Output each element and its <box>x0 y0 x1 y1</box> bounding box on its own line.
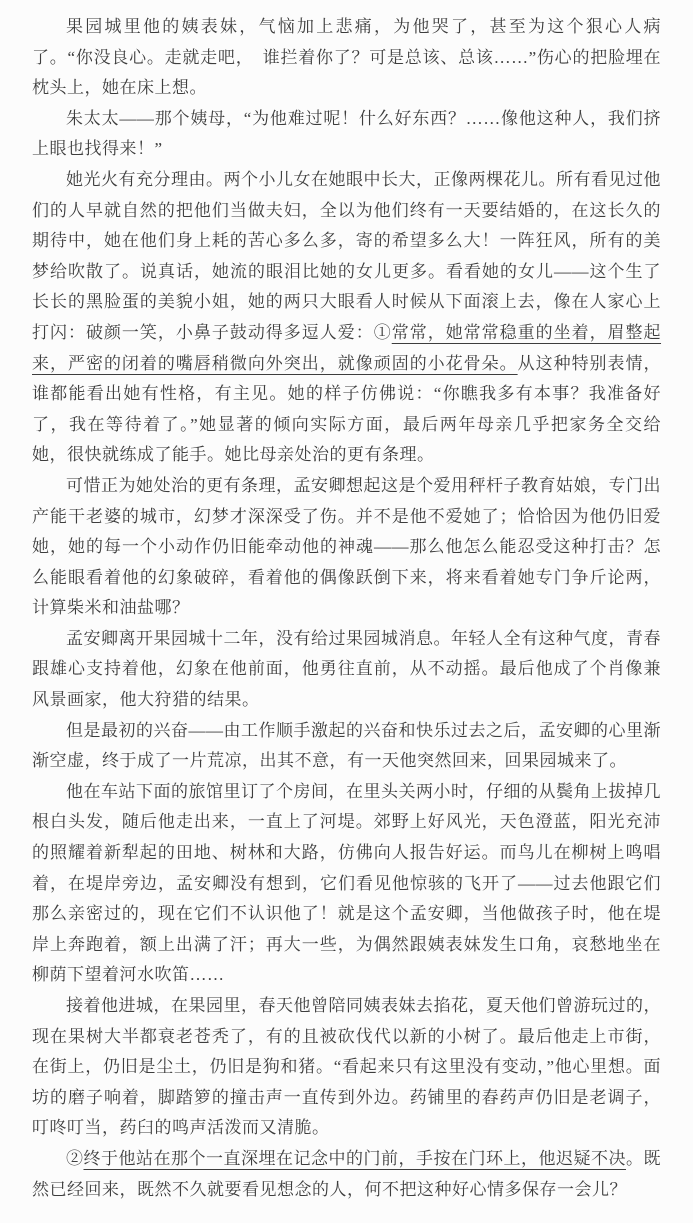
paragraph-2 <box>32 104 661 165</box>
paragraph-5-text: 孟安卿离开果园城十二年，没有给过果园城消息。年轻人全有这种气度，青春跟雄心支持着他，幻象在他前面，他勇往直前，从不动摇。最后他成了个肖像兼风景画家，他大狩猎的结果。 <box>32 628 661 710</box>
circled-number-2: ② <box>66 1148 84 1168</box>
paragraph-7-text: 他在车站下面的旅馆里订了个房间，在里头关两小时，仔细的从鬓角上拔掉几根白头发，随后他走出来，一直上了河堤。郊野上好风光，天色澄蓝，阳光充沛的照耀着新犁起的田地、树林和大路，仿佛向人报告好运。而鸟儿在柳树上鸣唱着，在堤岸旁边，孟安卿没有想到，它们看见他惊骇的飞开了——过去他跟它们那么亲密过的，现在它们不认识他了！就是这个孟安卿，当他做孩子时，他在堤岸上奔跑着，额上出满了汗；再大一些，为偶然跟姨表妹发生口角，哀愁地坐在柳荫下望着河水吹笛…… <box>32 781 661 985</box>
paragraph-8 <box>32 991 661 1144</box>
paragraph-2-text: 朱太太——那个姨母，“为他难过呢！什么好东西？……像他这种人，我们挤上眼也找得来！” <box>32 108 661 159</box>
paragraph-9-text-tail: 。既然已经回来，既然不久就要看见想念的人，何不把这种好心情多保存一会儿？ <box>32 1148 661 1199</box>
paragraph-1-text: 果园城里他的姨表妹，气恼加上悲痛，为他哭了，甚至为这个狠心人病了。“你没良心。走就走吧， 谁拦着你了？可是总该、总该……”伤心的把脸埋在枕头上，她在床上想。 <box>32 17 661 98</box>
circled-number-1: ① <box>373 322 392 342</box>
paragraph-8-text: 接着他进城，在果园里，春天他曾陪同姨表妹去掐花，夏天他们曾游玩过的，现在果树大半都衰老苍秃了，有的且被砍伐代以新的小树了。最后他走上市街，在街上，仍旧是尘土，仍旧是狗和猪。“看起来只有这里没有变动，”他心里想。面坊的磨子响着，脚踏箩的撞击声一直传到外边。药铺里的舂药声仍旧是老调子，叮咚叮当，药臼的鸣声活泼而又清脆。 <box>32 996 661 1138</box>
paragraph-3-text-tail: 从这种特别表情，谁都能看出她有性格，有主见。她的样子仿佛说：“你瞧我多有本事？我准备好了，我在等待着了。”她显著的倾向实际方面，最后两年母亲几乎把家务全交给她，很快就练成了能手。她比母亲处治的更有条理。 <box>32 353 662 465</box>
paragraph-5 <box>32 624 661 716</box>
paragraph-6 <box>32 716 661 777</box>
paragraph-6-text: 但是最初的兴奋——由工作顺手激起的兴奋和快乐过去之后，孟安卿的心里渐渐空虚，终于成了一片荒凉，出其不意，有一天他突然回来，回果园城来了。 <box>32 720 661 771</box>
paragraph-4 <box>32 471 661 624</box>
paragraph-3 <box>32 165 661 471</box>
paragraph-1 <box>32 12 661 104</box>
paragraph-9 <box>32 1144 661 1205</box>
paragraph-4-text: 可惜正为她处治的更有条理，孟安卿想起这是个爱用秤杆子教育姑娘，专门出产能干老婆的城市，幻梦才深深受了伤。并不是他不爱她了；恰恰因为他仍旧爱她，她的每一个小动作仍旧能牵动他的神魂——那么他怎么能忍受这种打击？怎么能眼看着他的幻象破碎，看着他的偶像跃倒下来，将来看着她专门争斤论两，计算柴米和油盐哪？ <box>32 475 661 618</box>
paragraph-7 <box>32 777 661 991</box>
underlined-sentence-1: 常常，她常常稳重的坐着，眉整起来，严密的闭着的嘴唇稍微向外突出，就像顽固的小花骨朵。 <box>32 322 662 373</box>
paragraph-3-text-lead: 她光火有充分理由。两个小儿女在她眼中长大，正像两棵花儿。所有看见过他们的人早就自然的把他们当做夫妇，全以为他们终有一天要结婚的，在这长久的期待中，她在他们身上耗的苦心多么多，寄的希望多么大！一阵狂风，所有的美梦给吹散了。说真话，她流的眼泪比她的女儿更多。看看她的女儿——这个生了长长的黑脸蛋的美貌小姐，她的两只大眼看人时候从下面滚上去，像在人家心上打闪：破颜一笑，小鼻子鼓动得多逗人爱： <box>32 169 661 342</box>
underlined-sentence-2: 终于他站在那个一直深埋在记念中的门前，手按在门环上，他迟疑不决 <box>83 1148 626 1168</box>
